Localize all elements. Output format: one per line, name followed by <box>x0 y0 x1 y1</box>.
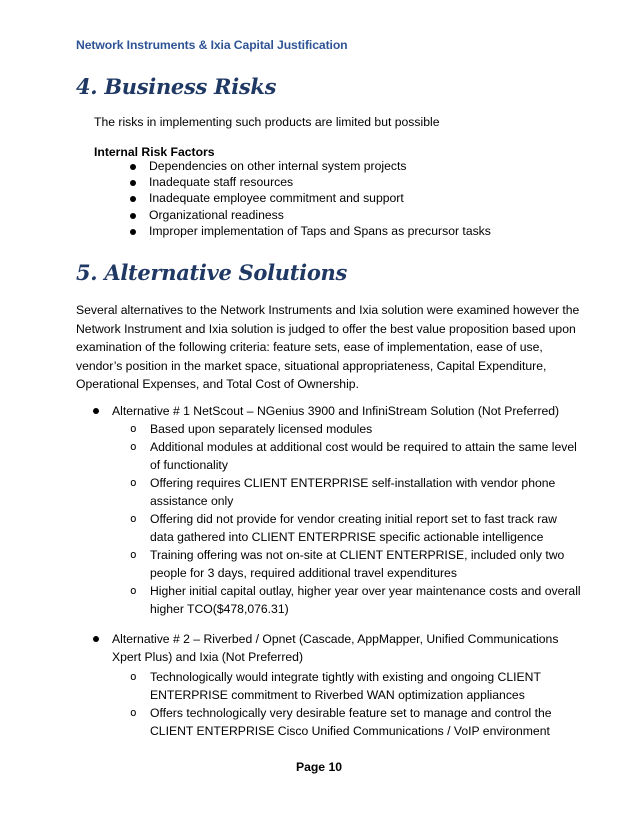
list-item: o Technologically would integrate tightly with existing and ongoing CLIENT ENTERPRISE commitment to Riverbed WAN optimization appliances <box>130 670 541 703</box>
list-item: o Offering did not provide for vendor creating initial report set to fast track raw data gathered into CLIENT ENTERPRISE specific actionable intelligence <box>130 512 557 545</box>
list-item: Improper implementation of Taps and Spans as precursor tasks <box>149 223 491 239</box>
bullet-icon <box>130 180 136 186</box>
risks-intro: The risks in implementing such products are limited but possible <box>94 115 440 129</box>
bullet-icon <box>130 229 136 235</box>
page-number: Page 10 <box>295 760 343 774</box>
circle-bullet-icon: o <box>130 476 137 489</box>
circle-bullet-icon: o <box>130 706 137 719</box>
alternative-2-title: Alternative # 2 – Riverbed / Opnet (Cascade, AppMapper, Unified Communications Xpert Plus) and Ixia (Not Preferred) <box>112 630 558 667</box>
list-item: o Training offering was not on-site at CLIENT ENTERPRISE, included only two people for 3 days, required additional travel expenditures <box>130 548 565 581</box>
list-item: Inadequate staff resources <box>149 174 491 190</box>
list-item: o Additional modules at additional cost would be required to attain the same level of functionality <box>130 440 577 473</box>
circle-bullet-icon: o <box>130 670 137 683</box>
circle-bullet-icon: o <box>130 422 137 435</box>
list-item: Organizational readiness <box>149 207 491 223</box>
list-item: Inadequate employee commitment and support <box>149 190 491 206</box>
circle-bullet-icon: o <box>130 584 137 597</box>
list-item: o Offers technologically very desirable feature set to manage and control the CLIENT ENTERPRISE Cisco Unified Communications / VoIP environment <box>130 706 552 739</box>
section-heading-business-risks: 4. Business Risks <box>76 74 277 99</box>
bullet-icon <box>130 213 136 219</box>
bullet-icon <box>93 408 99 414</box>
alternatives-paragraph: Several alternatives to the Network Instruments and Ixia solution were examined however the Network Instrument and Ixia solution is judged to offer the best value proposition based upon examination of the following criteria: feature sets, ease of implementation, ease of use, vendor’s position in the market space, situational appropriateness, Capital Expenditure, Operational Expenses, and Total Cost of Ownership. <box>76 303 580 391</box>
list-item: Dependencies on other internal system projects <box>149 158 491 174</box>
list-item: o Based upon separately licensed modules <box>130 422 373 436</box>
list-item: o Offering requires CLIENT ENTERPRISE self-installation with vendor phone assistance only <box>130 476 556 509</box>
list-item: o Higher initial capital outlay, higher year over year maintenance costs and overall higher TCO($478,076.31) <box>130 584 581 617</box>
circle-bullet-icon: o <box>130 548 137 561</box>
section-heading-alternative-solutions: 5. Alternative Solutions <box>76 260 348 285</box>
bullet-icon <box>130 196 136 202</box>
circle-bullet-icon: o <box>130 440 137 453</box>
bullet-icon <box>130 164 136 170</box>
running-header: Network Instruments & Ixia Capital Justification <box>76 38 348 52</box>
alternative-1-title: Alternative # 1 NetScout – NGenius 3900 and InfiniStream Solution (Not Preferred) <box>112 402 559 420</box>
bullet-icon <box>93 636 99 642</box>
risk-list <box>149 158 491 239</box>
internal-risk-factors-heading: Internal Risk Factors <box>94 145 215 159</box>
circle-bullet-icon: o <box>130 512 137 525</box>
